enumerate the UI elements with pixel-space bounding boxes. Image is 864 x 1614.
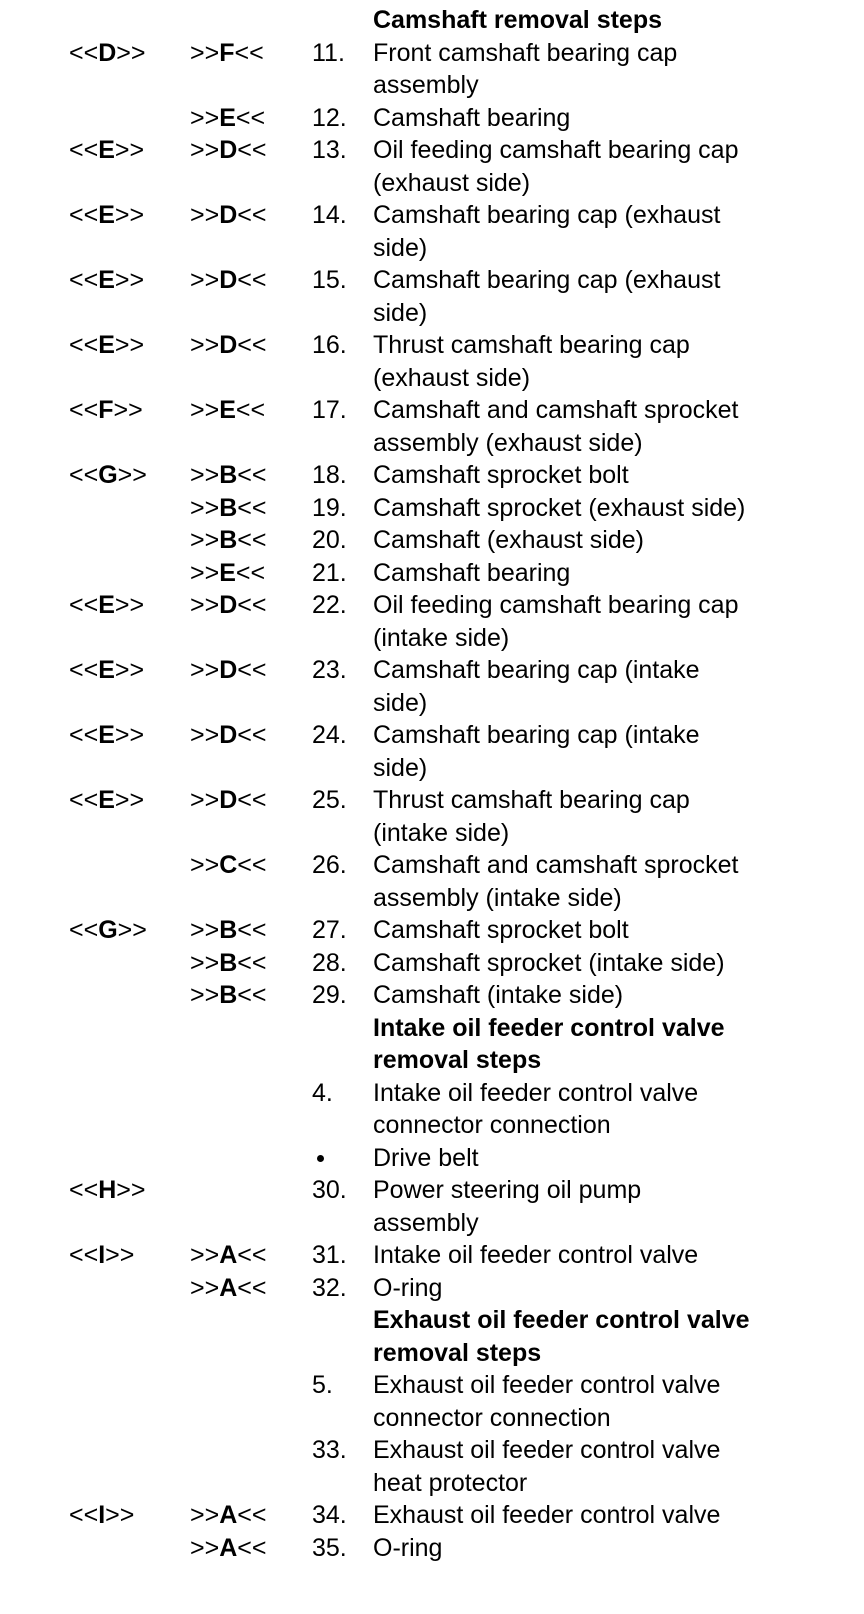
step-ref-right-code: D [219,136,238,164]
step-ref-left [69,1174,145,1207]
step-ref-left [69,589,144,622]
procedure-step [0,329,864,394]
step-number: 21. [312,558,347,587]
step-ref-right-open: >> [190,1501,220,1529]
step-ref-right [190,394,265,427]
step-description: Camshaft bearing [373,103,571,132]
step-number: 23. [312,656,347,684]
step-description: Oil feeding camshaft bearing cap (intake side) [373,591,739,652]
step-number: 32. [312,1273,347,1302]
step-ref-left [69,654,144,687]
step-ref-right-open: >> [190,396,220,424]
step-ref-left-open: << [69,396,99,424]
step-ref-right-open: >> [190,103,220,132]
step-ref-right-open: >> [190,266,220,294]
step-number: 19. [312,493,347,522]
step-number: 30. [312,1176,347,1204]
step-ref-right-code: B [219,461,238,489]
step-number: 12. [312,103,347,132]
step-ref-right-open: >> [190,38,220,67]
step-ref-right-code: F [219,38,235,67]
step-ref-left-open: << [69,266,99,294]
step-ref-left-close: >> [114,591,145,619]
step-description: Front camshaft bearing cap assembly [373,38,678,99]
procedure-step [0,1142,864,1175]
step-description: Camshaft sprocket (exhaust side) [373,493,746,522]
step-ref-right [190,589,266,622]
step-description: Exhaust oil feeder control valve connector connection [373,1371,721,1432]
step-ref-left-close: >> [116,38,146,67]
step-number: 5. [312,1371,333,1399]
step-ref-right-open: >> [190,461,220,489]
step-ref-right-code: D [219,656,238,684]
step-ref-right-open: >> [190,1533,220,1562]
step-ref-right-close: << [237,851,267,879]
step-ref-right-close: << [237,591,267,619]
step-ref-left-close: >> [114,721,145,749]
step-ref-right-close: << [237,1501,267,1529]
step-description: Camshaft (intake side) [373,981,624,1009]
step-number: 16. [312,331,347,359]
step-ref-left-open: << [69,786,99,814]
step-ref-right-close: << [237,786,267,814]
procedure-step [0,589,864,654]
procedure-step [0,134,864,199]
procedure-step [0,524,864,557]
step-ref-right-close: << [235,558,266,587]
step-ref-left-code: E [98,786,115,814]
procedure-step [0,1434,864,1499]
step-ref-right-open: >> [190,916,220,944]
step-ref-right-open: >> [190,948,220,977]
procedure-step [0,37,864,102]
step-number: 35. [312,1533,347,1562]
step-ref-right-open: >> [190,721,220,749]
step-description: Camshaft sprocket bolt [373,916,629,944]
procedure-step [0,947,864,980]
step-ref-left [69,134,144,167]
step-ref-right-open: >> [190,1241,220,1269]
step-ref-right-close: << [237,201,267,229]
step-ref-right-code: B [219,526,238,554]
procedure-step [0,199,864,264]
step-ref-left-open: << [69,721,99,749]
step-number: 25. [312,786,347,814]
step-ref-right-code: A [219,1501,238,1529]
step-ref-left [69,914,147,947]
step-ref-left-open: << [69,38,99,67]
step-number: 34. [312,1501,347,1529]
step-ref-right-code: B [219,948,238,977]
step-ref-left-close: >> [114,201,145,229]
step-description: Thrust camshaft bearing cap (exhaust side) [373,331,690,392]
step-ref-right-code: D [219,786,238,814]
step-description: Camshaft and camshaft sprocket assembly (exhaust side) [373,396,739,457]
section-heading [0,1304,864,1369]
procedure-step [0,459,864,492]
step-description: Camshaft bearing cap (intake side) [373,656,700,717]
step-ref-right-close: << [237,493,267,522]
procedure-step [0,914,864,947]
step-ref-right-code: D [219,266,238,294]
step-ref-left-open: << [69,1176,99,1204]
step-description: Camshaft sprocket (intake side) [373,948,725,977]
procedure-step [0,849,864,914]
step-number: 33. [312,1436,347,1464]
step-ref-right-code: E [219,396,236,424]
step-ref-left-close: >> [105,1501,135,1529]
step-ref-left [69,1239,134,1272]
procedure-step [0,1239,864,1272]
step-ref-left-code: G [98,461,118,489]
step-ref-left [69,1499,134,1532]
step-ref-right [190,1239,266,1272]
step-ref-left-close: >> [114,136,145,164]
bullet-icon [317,1155,324,1162]
step-ref-right-code: E [219,103,236,132]
step-ref-right [190,979,266,1012]
step-ref-left-open: << [69,1501,99,1529]
step-ref-right-close: << [237,136,267,164]
step-ref-right [190,199,266,232]
step-ref-left-open: << [69,201,99,229]
step-number: 29. [312,981,347,1009]
section-heading [0,4,864,37]
step-description: Oil feeding camshaft bearing cap (exhaust side) [373,136,739,197]
step-ref-right-close: << [237,948,267,977]
procedure-step [0,102,864,135]
step-ref-right [190,492,266,525]
procedure-step [0,492,864,525]
procedure-step [0,1174,864,1239]
step-ref-right-open: >> [190,981,220,1009]
step-ref-left-close: >> [117,461,147,489]
step-ref-right-open: >> [190,1273,220,1302]
section-heading-text: Intake oil feeder control valve removal steps [373,1013,725,1074]
step-ref-left-code: E [98,656,115,684]
step-ref-right-open: >> [190,493,220,522]
step-ref-right-close: << [235,396,266,424]
step-ref-right-close: << [234,38,264,67]
step-ref-right [190,524,266,557]
step-description: Power steering oil pump assembly [373,1176,642,1237]
step-description: Intake oil feeder control valve [373,1241,699,1269]
step-ref-right-code: D [219,591,238,619]
procedure-step [0,264,864,329]
step-ref-right-code: A [219,1241,238,1269]
step-ref-left [69,719,144,752]
step-number: 15. [312,266,347,294]
step-description: O-ring [373,1273,443,1302]
step-ref-left-code: E [98,591,115,619]
step-number: 13. [312,136,347,164]
step-ref-right [190,1532,266,1565]
step-ref-left-code: F [98,396,114,424]
step-number: 20. [312,526,347,554]
step-ref-right [190,784,266,817]
step-description: Drive belt [373,1143,479,1172]
step-ref-right-code: B [219,493,238,522]
step-ref-left-open: << [69,331,99,359]
step-ref-right-code: A [219,1533,238,1562]
step-ref-right-code: B [219,916,238,944]
step-ref-right-open: >> [190,851,220,879]
step-ref-left-close: >> [105,1241,135,1269]
step-ref-right [190,947,266,980]
step-ref-left-code: H [98,1176,117,1204]
step-ref-right-close: << [237,1273,267,1302]
procedure-list [0,4,864,1564]
step-ref-right-open: >> [190,786,220,814]
section-heading-text: Camshaft removal steps [373,6,663,34]
procedure-step [0,979,864,1012]
step-ref-right-open: >> [190,591,220,619]
step-ref-right-code: D [219,331,238,359]
step-ref-left-close: >> [114,656,145,684]
step-ref-right-close: << [235,103,266,132]
step-description: Exhaust oil feeder control valve [373,1501,721,1529]
procedure-step [0,557,864,590]
step-ref-left-code: I [98,1241,106,1269]
step-ref-left-open: << [69,656,99,684]
step-ref-right-code: A [219,1273,238,1302]
step-number: 14. [312,201,347,229]
step-description: Camshaft (exhaust side) [373,526,644,554]
step-ref-right [190,102,265,135]
step-ref-right-code: E [219,558,236,587]
step-description: Camshaft sprocket bolt [373,461,629,489]
step-description: Intake oil feeder control valve connector connection [373,1078,699,1139]
step-ref-left [69,199,144,232]
step-ref-right-close: << [237,721,267,749]
step-ref-right-close: << [237,526,267,554]
step-ref-left [69,329,144,362]
step-ref-left [69,394,143,427]
step-ref-right [190,914,266,947]
step-ref-left-open: << [69,461,99,489]
step-number: 27. [312,916,347,944]
step-ref-left-close: >> [117,916,147,944]
step-ref-right-code: D [219,201,238,229]
step-ref-left-code: E [98,721,115,749]
procedure-step [0,719,864,784]
step-number: 18. [312,461,347,489]
step-description: Thrust camshaft bearing cap (intake side) [373,786,690,847]
procedure-step [0,394,864,459]
step-number: 31. [312,1241,347,1269]
procedure-step [0,1369,864,1434]
step-ref-left-code: E [98,136,115,164]
step-ref-right [190,557,265,590]
step-ref-left [69,264,144,297]
procedure-step [0,1532,864,1565]
step-ref-left-code: E [98,331,115,359]
step-description: Camshaft bearing [373,558,571,587]
step-ref-left-open: << [69,916,99,944]
step-ref-right-close: << [237,1533,267,1562]
step-ref-right [190,459,266,492]
step-ref-right-close: << [237,981,267,1009]
step-ref-right-open: >> [190,656,220,684]
procedure-step [0,1499,864,1532]
step-ref-right-close: << [237,266,267,294]
step-ref-left-open: << [69,136,99,164]
step-ref-right [190,654,266,687]
step-ref-right-close: << [237,656,267,684]
step-ref-right [190,329,266,362]
step-ref-right [190,849,266,882]
step-ref-left-code: I [98,1501,106,1529]
step-description: Camshaft bearing cap (intake side) [373,721,700,782]
procedure-step [0,1077,864,1142]
section-heading-text: Exhaust oil feeder control valve removal steps [373,1306,750,1367]
step-number: 11. [312,38,345,67]
step-ref-right [190,719,266,752]
procedure-step [0,1272,864,1305]
step-ref-right-open: >> [190,201,220,229]
step-description: Camshaft and camshaft sprocket assembly (intake side) [373,851,739,912]
step-ref-left-close: >> [116,1176,146,1204]
step-description: Exhaust oil feeder control valve heat protector [373,1436,721,1497]
step-number: 22. [312,591,347,619]
bullet-marker [312,1142,324,1175]
step-ref-left-close: >> [114,786,145,814]
procedure-step [0,784,864,849]
step-ref-left [69,784,144,817]
step-description: O-ring [373,1533,443,1562]
step-ref-left-code: E [98,266,115,294]
step-ref-right-open: >> [190,558,220,587]
step-ref-right-close: << [237,331,267,359]
step-ref-left-close: >> [114,266,145,294]
step-number: 26. [312,851,347,879]
step-ref-left [69,459,147,492]
step-ref-left-code: D [98,38,117,67]
step-ref-left-close: >> [113,396,143,424]
step-ref-right [190,134,266,167]
step-ref-left-open: << [69,1241,99,1269]
step-ref-right-close: << [237,1241,267,1269]
step-number: 24. [312,721,347,749]
step-ref-right [190,37,264,70]
step-ref-right [190,1499,266,1532]
step-description: Camshaft bearing cap (exhaust side) [373,266,721,327]
step-ref-right-code: B [219,981,238,1009]
step-ref-right-open: >> [190,526,220,554]
step-ref-right [190,1272,266,1305]
section-heading [0,1012,864,1077]
step-number: 28. [312,948,347,977]
step-ref-right-code: D [219,721,238,749]
step-number: 4. [312,1078,333,1107]
step-ref-right-close: << [237,916,267,944]
step-ref-left-code: G [98,916,118,944]
step-ref-right-close: << [237,461,267,489]
step-ref-right-open: >> [190,136,220,164]
step-ref-left [69,37,145,70]
step-ref-right-open: >> [190,331,220,359]
step-ref-right-code: C [219,851,238,879]
step-ref-left-close: >> [114,331,145,359]
step-ref-left-code: E [98,201,115,229]
step-description: Camshaft bearing cap (exhaust side) [373,201,721,262]
step-ref-left-open: << [69,591,99,619]
step-ref-right [190,264,266,297]
procedure-step [0,654,864,719]
step-number: 17. [312,396,347,424]
